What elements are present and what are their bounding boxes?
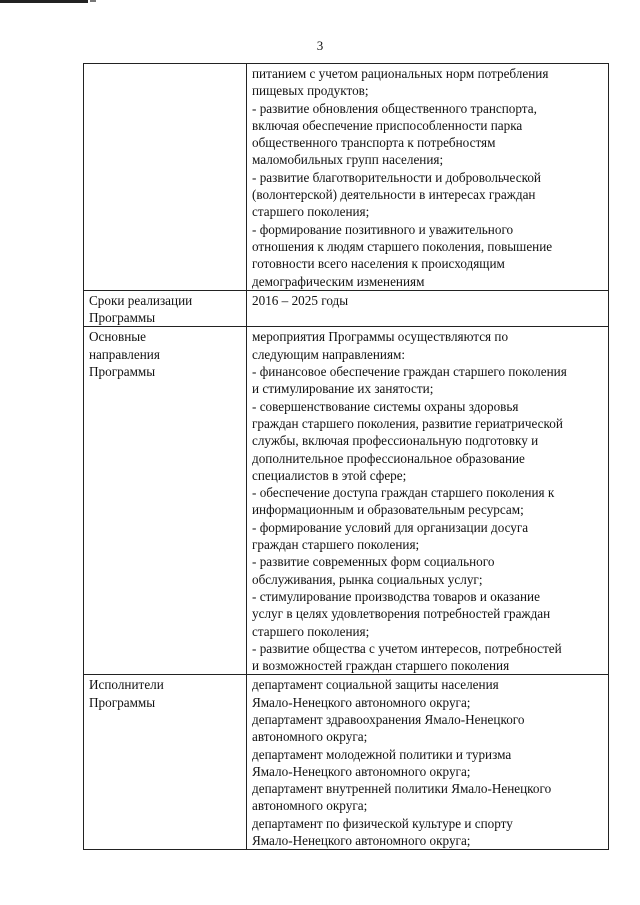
row-content-line: департамент по физической культуре и спорту bbox=[252, 815, 513, 831]
row-content-line: Ямало-Ненецкого автономного округа; bbox=[252, 833, 471, 849]
scan-artifact-line bbox=[0, 0, 88, 3]
row-content-line: отношения к людям старшего поколения, повышение bbox=[252, 238, 553, 254]
row-content-line: старшего поколения; bbox=[252, 623, 370, 639]
row-content-line: и возможностей граждан старшего поколения bbox=[252, 658, 510, 674]
row-content-line: пищевых продуктов; bbox=[252, 83, 369, 99]
row-content-line: (волонтерской) деятельности в интересах граждан bbox=[252, 187, 536, 203]
row-content-line: - стимулирование производства товаров и оказание bbox=[252, 588, 540, 604]
program-table-body bbox=[84, 64, 609, 850]
row-content-line: демографическим изменениям bbox=[252, 273, 425, 289]
row-label-line: Программы bbox=[89, 310, 156, 326]
table-row bbox=[84, 64, 609, 291]
row-label-line: Сроки реализации bbox=[89, 292, 193, 308]
row-content-line: обслуживания, рынка социальных услуг; bbox=[252, 571, 483, 587]
row-content-line: - формирование условий для организации досуга bbox=[252, 519, 529, 535]
row-content-line: - развитие благотворительности и добровольческой bbox=[252, 169, 541, 185]
row-content-cell bbox=[247, 290, 609, 327]
row-content-line: департамент здравоохранения Ямало-Ненецкого bbox=[252, 711, 525, 727]
row-content-line: автономного округа; bbox=[252, 798, 368, 814]
page-number: 3 bbox=[316, 38, 324, 53]
row-label-cell bbox=[84, 290, 247, 327]
row-content-line: - обеспечение доступа граждан старшего поколения к bbox=[252, 485, 555, 501]
row-content-line: департамент внутренней политики Ямало-Ненецкого bbox=[252, 781, 552, 797]
table-row bbox=[84, 327, 609, 675]
row-content-line: Ямало-Ненецкого автономного округа; bbox=[252, 694, 471, 710]
row-content-line: старшего поколения; bbox=[252, 204, 370, 220]
row-content-cell bbox=[247, 64, 609, 291]
row-content-line: граждан старшего поколения, развитие гериатрической bbox=[252, 415, 563, 431]
row-content-line: питанием с учетом рациональных норм потребления bbox=[252, 66, 549, 81]
row-content-line: граждан старшего поколения; bbox=[252, 537, 420, 553]
row-content-line: департамент молодежной политики и туризма bbox=[252, 746, 512, 762]
row-content-line: 2016 – 2025 годы bbox=[252, 292, 349, 308]
row-content-line: - формирование позитивного и уважительного bbox=[252, 221, 514, 237]
row-content-line: мероприятия Программы осуществляются по bbox=[252, 329, 509, 345]
row-content-line: специалистов в этой сфере; bbox=[252, 467, 407, 483]
scan-artifact-tail bbox=[90, 0, 96, 2]
row-content-line: и стимулирование их занятости; bbox=[252, 381, 434, 397]
row-content-line: включая обеспечение приспособленности парка bbox=[252, 117, 523, 133]
row-content-line: дополнительное профессиональное образование bbox=[252, 450, 525, 466]
row-label-cell bbox=[84, 675, 247, 850]
row-content-line: департамент социальной защиты населения bbox=[252, 677, 499, 693]
table-row bbox=[84, 675, 609, 850]
row-label-line: Программы bbox=[89, 694, 156, 710]
row-content-line: готовности всего населения к происходящим bbox=[252, 256, 505, 272]
row-content-line: - развитие общества с учетом интересов, потребностей bbox=[252, 640, 562, 656]
row-content-line: маломобильных групп населения; bbox=[252, 152, 444, 168]
row-content-line: - финансовое обеспечение граждан старшего поколения bbox=[252, 364, 567, 380]
row-content-line: службы, включая профессиональную подготовку и bbox=[252, 433, 539, 449]
table-row bbox=[84, 290, 609, 327]
program-passport-table bbox=[83, 63, 609, 850]
row-label-line: Исполнители bbox=[89, 677, 164, 693]
row-content-cell bbox=[247, 675, 609, 850]
row-content-line: - развитие современных форм социального bbox=[252, 554, 495, 570]
row-content-line: Ямало-Ненецкого автономного округа; bbox=[252, 763, 471, 779]
row-content-line: общественного транспорта к потребностям bbox=[252, 135, 496, 151]
row-content-line: - совершенствование системы охраны здоровья bbox=[252, 398, 519, 414]
row-content-line: информационным и образовательным ресурсам; bbox=[252, 502, 524, 518]
row-label-line: Программы bbox=[89, 364, 156, 380]
row-content-line: следующим направлениям: bbox=[252, 346, 406, 362]
row-content-cell bbox=[247, 327, 609, 675]
row-content-line: автономного округа; bbox=[252, 729, 368, 745]
row-label-line: Основные bbox=[89, 329, 147, 345]
row-content-line: - развитие обновления общественного транспорта, bbox=[252, 100, 537, 116]
row-content-line: услуг в целях удовлетворения потребностей граждан bbox=[252, 606, 551, 622]
row-label-line: направления bbox=[89, 346, 160, 362]
row-label-cell bbox=[84, 64, 247, 291]
row-label-cell bbox=[84, 327, 247, 675]
